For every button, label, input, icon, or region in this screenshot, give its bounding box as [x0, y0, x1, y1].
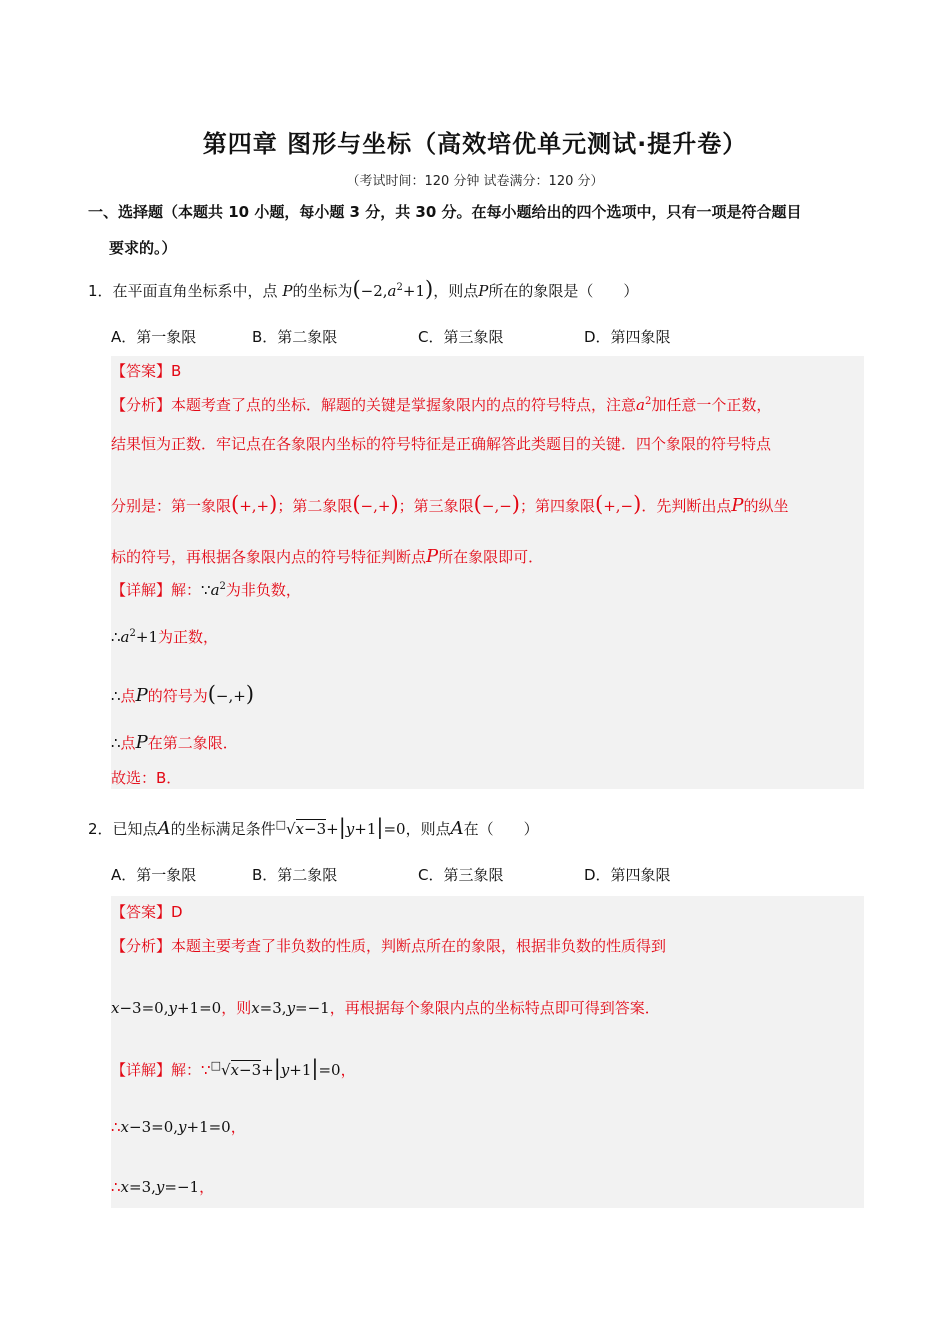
- q1-answer-box: [111, 356, 864, 789]
- question-1-stem: 1．在平面直角坐标系中，点 P的坐标为$(-2,a^2+1)$，则点P所在的象限是（ ）: [88, 277, 639, 301]
- q2-option-a[interactable]: A．第一象限: [111, 866, 197, 884]
- q1-detail-line3: ∴点P的符号为(−,+): [111, 682, 255, 706]
- q1-analysis-line4: 标的符号，再根据各象限内点的符号特征判断点P所在象限即可．: [111, 546, 544, 567]
- q1-final: 故选：B．: [111, 769, 182, 787]
- exam-info: （考试时间：120 分钟 试卷满分：120 分）: [346, 174, 604, 189]
- q2-option-b[interactable]: B．第二象限: [252, 866, 338, 884]
- q1-detail-line1: 【详解】解：$\because a^2$为非负数，: [111, 581, 301, 599]
- q2-detail-line2: ∴x−3=0,y+1=0，: [111, 1118, 246, 1136]
- q1-analysis-line2: 结果恒为正数．牢记点在各象限内坐标的符号特征是正确解答此类题目的关键．四个象限的符号特点: [111, 435, 772, 453]
- section-heading-line2: 要求的。）: [109, 239, 177, 257]
- q1-analysis-line3: 分别是：第一象限(+,+)；第二象限(−,+)；第三象限(−,−)；第四象限(+,−)．先判断出点P的纵坐: [111, 492, 789, 516]
- section-heading: [88, 194, 868, 266]
- page-title: 第四章 图形与坐标（高效培优单元测试·提升卷）: [202, 130, 748, 158]
- question-2-stem: 2．已知点A的坐标满足条件□√x−3+|y+1|=0，则点A在（ ）: [88, 815, 539, 839]
- q1-option-c[interactable]: C．第三象限: [418, 328, 504, 346]
- q1-answer: 【答案】B: [111, 362, 182, 380]
- q2-option-c[interactable]: C．第三象限: [418, 866, 504, 884]
- q2-analysis-line1: 【分析】本题主要考查了非负数的性质，判断点所在的象限，根据非负数的性质得到: [111, 937, 667, 955]
- q2-detail-line3: ∴x=3,y=−1，: [111, 1178, 215, 1196]
- q2-option-d[interactable]: D．第四象限: [584, 866, 671, 884]
- q1-option-d[interactable]: D．第四象限: [584, 328, 671, 346]
- q2-answer-box: [111, 896, 864, 1208]
- section-heading-line1: 一、选择题（本题共 10 小题，每小题 3 分，共 30 分。在每小题给出的四个选项中，只有一项是符合题目: [88, 203, 802, 221]
- q2-analysis-line2: x−3=0,y+1=0，则x=3,y=−1，再根据每个象限内点的坐标特点即可得到答案．: [111, 999, 660, 1017]
- q2-answer: 【答案】D: [111, 903, 183, 921]
- q1-option-b[interactable]: B．第二象限: [252, 328, 338, 346]
- q2-detail-line1: 【详解】解：∵□√x−3+|y+1|=0，: [111, 1056, 356, 1080]
- q1-analysis-line1: 【分析】本题考查了点的坐标．解题的关键是掌握象限内的点的符号特点，注意$a^2$加任意一个正数，: [111, 396, 772, 414]
- q1-option-a[interactable]: A．第一象限: [111, 328, 197, 346]
- q1-detail-line2: $\therefore a^2+1$为正数，: [111, 628, 219, 646]
- q1-detail-line4: ∴点P在第二象限．: [111, 732, 238, 753]
